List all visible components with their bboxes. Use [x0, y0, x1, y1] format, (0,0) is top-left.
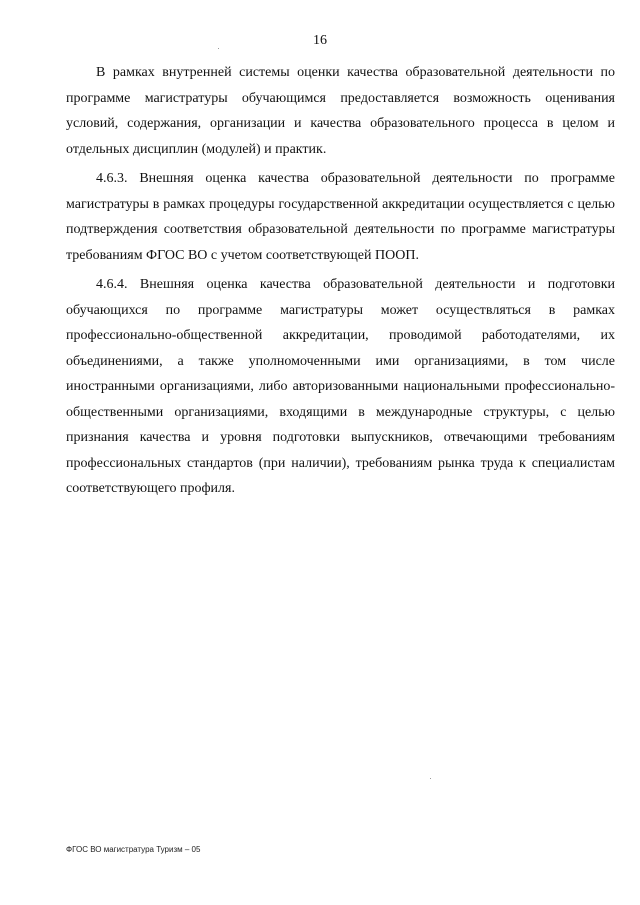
scan-speck	[430, 778, 431, 779]
paragraph-4-6-4: 4.6.4. Внешняя оценка качества образовательной деятельности и подготовки обучающихся по программе магистратуры может осуществляться в рамках профессионально-общественной аккредитации, проводимой работодателями, их объединениями, а также уполномоченными ими организациями, в том числе иностранными организациями, либо авторизованными национальными профессионально-общественными организациями, входящими в международные структуры, с целью признания качества и уровня подготовки выпускников, отвечающими требованиям профессиональных стандартов (при наличии), требованиям рынка труда к специалистам соответствующего профиля.	[66, 277, 615, 496]
paragraph-4-6-3: 4.6.3. Внешняя оценка качества образовательной деятельности по программе магистратуры в рамках процедуры государственной аккредитации осуществляется с целью подтверждения соответствия образовательной деятельности по программе магистратуры требованиям ФГОС ВО с учетом соответствующей ПООП.	[66, 171, 615, 263]
page-number: 16	[313, 33, 327, 48]
scan-speck	[218, 48, 219, 49]
paragraph-internal-assessment: В рамках внутренней системы оценки качества образовательной деятельности по программе магистратуры обучающимся предоставляется возможность оценивания условий, содержания, организации и качества образовательного процесса в целом и отдельных дисциплин (модулей) и практик.	[66, 65, 615, 157]
body-text	[66, 60, 615, 506]
page-footer: ФГОС ВО магистратура Туризм – 05	[66, 845, 201, 854]
